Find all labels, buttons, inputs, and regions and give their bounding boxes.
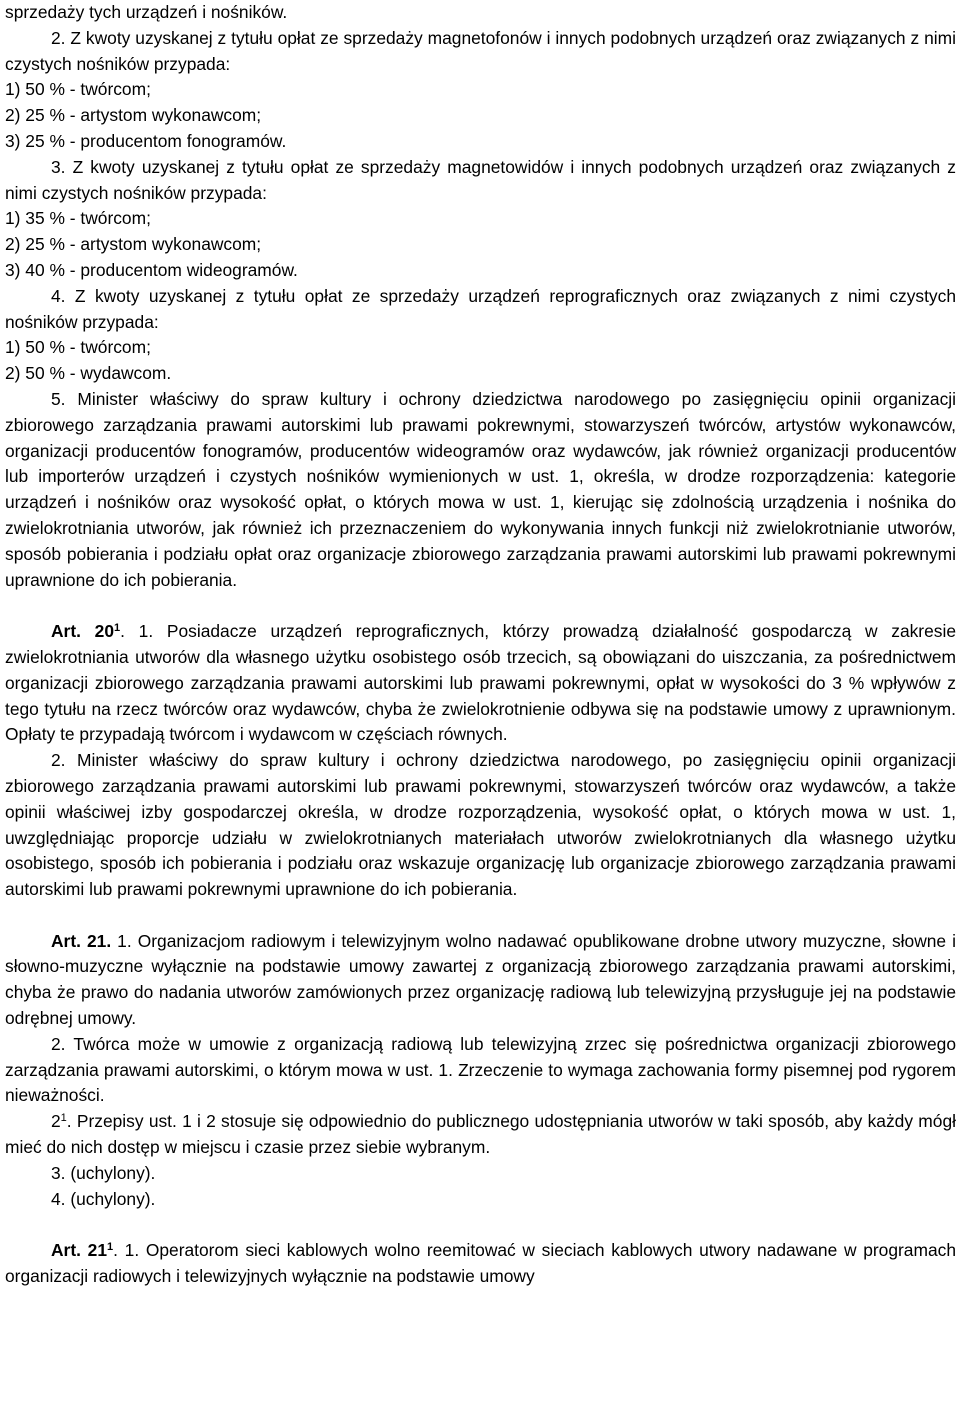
s2-lead: 2. Z kwoty uzyskanej z tytułu opłat ze sprzedaży magnetofonów i innych podobnych urządzeń oraz związanych z nimi czystych nośników przypada: <box>5 27 956 74</box>
art21-paragraph-4: 4. (uchylony). <box>51 1188 156 1209</box>
art21-paragraph-2-1: $2^1$. Przepisy ust. 1 i 2 stosuje się odpowiednio do publicznego udostępniania utworów w taki sposób, aby każdy mógł mieć do nich dostęp w miejscu i czasie przez siebie wybranym. <box>5 1111 956 1158</box>
art21-text: Organizacjom radiowym i telewizyjnym wolno nadawać opublikowane drobne utwory muzyczne, słowne i słowno-muzyczne wyłącznie na podstawie umowy zawartej z organizacją zbiorowego zarządzania prawami autorskimi, chyba że prawo do nadania utworów zamówionych przez organizację radiową lub telewizyjną przysługuje jej na podstawie odrębnej umowy. <box>5 930 956 1029</box>
s5-paragraph: 5. Minister właściwy do spraw kultury i ochrony dziedzictwa narodowego po zasięgnięciu opinii organizacji zbiorowego zarządzania prawami autorskimi lub prawami pokrewnymi, stowarzyszeń twórców, artystów wykonawców, organizacji producentów fonogramów, producentów wideogramów oraz wydawców, jak również organizacji producentów lub importerów urządzeń i czystych nośników wymienionych w ust. 1, określa, w drodze rozporządzenia: kategorie urządzeń i nośników oraz wysokość opłat, o których mowa w ust. 1, kierując się zdolnością urządzenia i nośnika do zwielokrotniania utworów, jak również ich przeznaczeniem do wykonywania innych funkcji niż zwielokrotnianie utworów, sposób pobierania i podziału opłat oraz organizacje zbiorowego zarządzania prawami autorskimi lub prawami pokrewnymi uprawnione do ich pobierania. <box>5 388 956 590</box>
art20-1-text: Posiadacze urządzeń reprograficznych, którzy prowadzą działalność gospodarczą w zakresie zwielokrotniania utworów dla własnego użytku osobistego osób trzecich, są obowiązani do uiszczania, za pośrednictwem organizacji zbiorowego zarządzania prawami autorskimi lub prawami pokrewnymi, opłat w wysokości do 3 % wpływów z tego tytułu na rzecz twórców oraz wydawców, chyba że zwielokrotnienie odbywa się na podstawie umowy z uprawnionym. Opłaty te przypadają twórcom i wydawcom w częściach równych. <box>5 621 957 745</box>
s3-item-2: 2) 25 % - artystom wykonawcom; <box>5 234 262 255</box>
art21-paragraph-1 <box>5 929 956 1032</box>
art21-label: Art. 21. <box>51 930 112 951</box>
intro-line: sprzedaży tych urządzeń i nośników. <box>5 2 288 22</box>
s2-item-2: 2) 25 % - artystom wykonawcom; <box>5 105 262 126</box>
spacer <box>5 1212 956 1238</box>
spacer <box>5 903 956 929</box>
art21-paragraph-2: 2. Twórca może w umowie z organizacją radiową lub telewizyjną zrzec się pośrednictwa organizacji zbiorowego zarządzania prawami autorskimi, o którym mowa w ust. 1. Zrzeczenie to wymaga zachowania formy pisemnej pod rygorem nieważności. <box>5 1033 956 1106</box>
art20-1-label: Art. $20^1$ <box>51 621 121 642</box>
s2-item-1: 1) 50 % - twórcom; <box>5 79 151 100</box>
s3-lead: 3. Z kwoty uzyskanej z tytułu opłat ze sprzedaży magnetowidów i innych podobnych urządzeń oraz związanych z nimi czystych nośników przypada: <box>5 156 956 203</box>
art20-1-num: . 1. <box>120 621 154 642</box>
spacer <box>5 593 956 619</box>
art20-1-paragraph-2: 2. Minister właściwy do spraw kultury i ochrony dziedzictwa narodowego, po zasięgnięciu opinii organizacji zbiorowego zarządzania prawami autorskimi lub prawami pokrewnymi, stowarzyszeń twórców oraz wydawców, a także opinii właściwej izby gospodarczej określa, w drodze rozporządzenia, wysokość opłat, o których mowa w ust. 1, uwzględniając proporcje udziału w zwielokrotnianych materiałach utworów zwielokrotnianych dla własnego użytku osobistego, sposób ich pobierania i podziału oraz wskazuje organizację lub organizacje zbiorowego zarządzania prawami autorskimi lub prawami pokrewnymi uprawnione do ich pobierania. <box>5 750 956 900</box>
s3-item-1: 1) 35 % - twórcom; <box>5 208 151 229</box>
art21-1-text: Operatorom sieci kablowych wolno reemitować w sieciach kablowych utwory nadawane w programach organizacji radiowych i telewizyjnych wyłącznie na podstawie umowy <box>5 1240 957 1287</box>
art21-1-paragraph-1 <box>5 1238 956 1290</box>
s2-item-3: 3) 25 % - producentom fonogramów. <box>5 130 287 151</box>
art21-1-num: . 1. <box>113 1240 140 1261</box>
art21-1-label: Art. $21^1$ <box>51 1240 114 1261</box>
art20-1-paragraph-1 <box>5 619 956 748</box>
s4-lead: 4. Z kwoty uzyskanej z tytułu opłat ze sprzedaży urządzeń reprograficznych oraz związanych z nimi czystych nośników przypada: <box>5 285 956 332</box>
art21-paragraph-3: 3. (uchylony). <box>51 1162 156 1183</box>
s4-item-2: 2) 50 % - wydawcom. <box>5 363 172 384</box>
art21-num: 1. <box>111 930 132 951</box>
s4-item-1: 1) 50 % - twórcom; <box>5 337 151 358</box>
s3-item-3: 3) 40 % - producentom wideogramów. <box>5 259 298 280</box>
